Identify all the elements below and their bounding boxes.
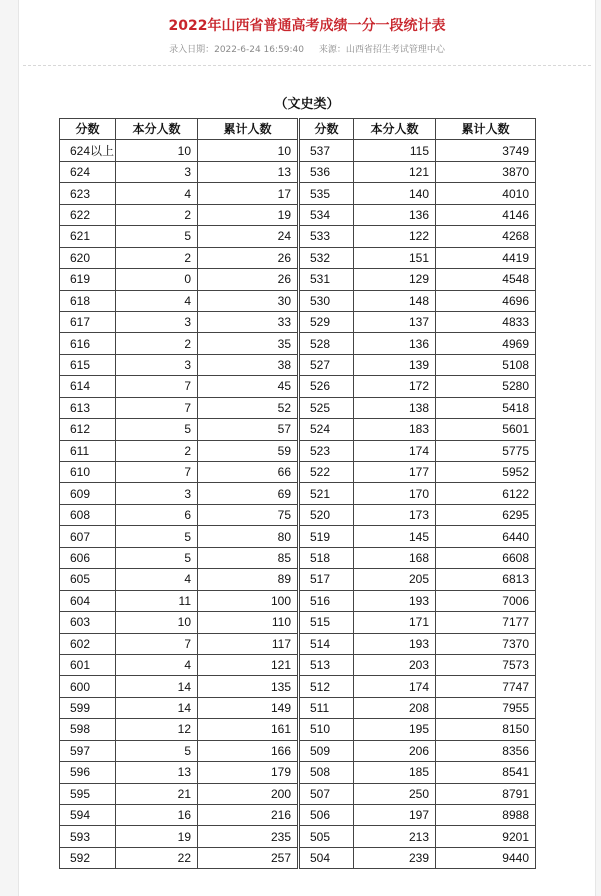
score-cell: 623 (60, 183, 116, 204)
table-row (300, 226, 536, 247)
table-row (300, 333, 536, 354)
score-cell: 617 (60, 311, 116, 332)
table-row (300, 783, 536, 804)
table-row (300, 526, 536, 547)
article-meta (19, 44, 595, 56)
cumulative-cell: 6813 (436, 569, 536, 590)
table-row (60, 783, 298, 804)
score-cell: 599 (60, 697, 116, 718)
count-cell: 5 (116, 740, 198, 761)
table-row (300, 183, 536, 204)
count-cell: 3 (116, 354, 198, 375)
score-cell: 609 (60, 483, 116, 504)
count-cell: 172 (354, 376, 436, 397)
count-cell: 10 (116, 140, 198, 161)
cumulative-cell: 26 (198, 247, 298, 268)
cumulative-cell: 7006 (436, 590, 536, 611)
cumulative-cell: 24 (198, 226, 298, 247)
score-cell: 508 (300, 762, 354, 783)
count-cell: 5 (116, 419, 198, 440)
count-cell: 3 (116, 161, 198, 182)
cumulative-cell: 8150 (436, 719, 536, 740)
score-cell: 519 (300, 526, 354, 547)
score-cell: 534 (300, 204, 354, 225)
table-row (60, 547, 298, 568)
table-row (60, 590, 298, 611)
table-row (300, 590, 536, 611)
table-row (60, 333, 298, 354)
table-row (60, 269, 298, 290)
cumulative-cell: 7370 (436, 633, 536, 654)
table-subtitle: （文史类） (274, 97, 340, 112)
cumulative-cell: 3749 (436, 140, 536, 161)
score-cell: 520 (300, 504, 354, 525)
score-cell: 619 (60, 269, 116, 290)
cumulative-cell: 200 (198, 783, 298, 804)
score-cell: 530 (300, 290, 354, 311)
score-cell: 612 (60, 419, 116, 440)
cumulative-cell: 7955 (436, 697, 536, 718)
table-row (300, 354, 536, 375)
count-cell: 185 (354, 762, 436, 783)
score-cell: 597 (60, 740, 116, 761)
score-cell: 505 (300, 826, 354, 847)
cumulative-cell: 7177 (436, 612, 536, 633)
count-cell: 193 (354, 633, 436, 654)
cumulative-cell: 9201 (436, 826, 536, 847)
count-cell: 4 (116, 183, 198, 204)
count-cell: 4 (116, 654, 198, 675)
score-cell: 526 (300, 376, 354, 397)
cumulative-cell: 4833 (436, 311, 536, 332)
cumulative-cell: 121 (198, 654, 298, 675)
count-cell: 197 (354, 805, 436, 826)
table-row (60, 697, 298, 718)
table-row (300, 719, 536, 740)
count-cell: 5 (116, 526, 198, 547)
table-row (300, 483, 536, 504)
table-row (300, 247, 536, 268)
count-cell: 206 (354, 740, 436, 761)
cumulative-cell: 17 (198, 183, 298, 204)
score-cell: 593 (60, 826, 116, 847)
cumulative-cell: 166 (198, 740, 298, 761)
count-cell: 177 (354, 462, 436, 483)
score-cell: 605 (60, 569, 116, 590)
table-row (300, 847, 536, 868)
count-cell: 0 (116, 269, 198, 290)
count-cell: 148 (354, 290, 436, 311)
table-row (60, 440, 298, 461)
count-cell: 12 (116, 719, 198, 740)
cumulative-cell: 38 (198, 354, 298, 375)
score-cell: 507 (300, 783, 354, 804)
score-cell: 614 (60, 376, 116, 397)
table-row (60, 354, 298, 375)
column-header-cumulative: 累计人数 (436, 119, 536, 140)
cumulative-cell: 4419 (436, 247, 536, 268)
count-cell: 140 (354, 183, 436, 204)
score-cell: 616 (60, 333, 116, 354)
count-cell: 174 (354, 440, 436, 461)
cumulative-cell: 13 (198, 161, 298, 182)
cumulative-cell: 6122 (436, 483, 536, 504)
table-row (60, 526, 298, 547)
table-row (60, 376, 298, 397)
table-row (60, 419, 298, 440)
table-row (60, 762, 298, 783)
cumulative-cell: 5952 (436, 462, 536, 483)
score-cell: 536 (300, 161, 354, 182)
table-row (300, 762, 536, 783)
dashed-divider (23, 65, 591, 66)
cumulative-cell: 19 (198, 204, 298, 225)
table-row (60, 676, 298, 697)
count-cell: 6 (116, 504, 198, 525)
score-cell: 518 (300, 547, 354, 568)
score-cell: 618 (60, 290, 116, 311)
cumulative-cell: 110 (198, 612, 298, 633)
table-row (300, 269, 536, 290)
cumulative-cell: 66 (198, 462, 298, 483)
table-row (60, 462, 298, 483)
count-cell: 7 (116, 397, 198, 418)
table-row (300, 161, 536, 182)
score-cell: 516 (300, 590, 354, 611)
count-cell: 239 (354, 847, 436, 868)
cumulative-cell: 3870 (436, 161, 536, 182)
count-cell: 14 (116, 697, 198, 718)
score-cell: 624 (60, 161, 116, 182)
count-cell: 2 (116, 204, 198, 225)
cumulative-cell: 6608 (436, 547, 536, 568)
cumulative-cell: 4696 (436, 290, 536, 311)
score-cell: 613 (60, 397, 116, 418)
score-cell: 513 (300, 654, 354, 675)
score-cell: 596 (60, 762, 116, 783)
count-cell: 13 (116, 762, 198, 783)
cumulative-cell: 257 (198, 847, 298, 868)
score-cell: 595 (60, 783, 116, 804)
count-cell: 250 (354, 783, 436, 804)
table-row (60, 740, 298, 761)
count-cell: 5 (116, 547, 198, 568)
cumulative-cell: 89 (198, 569, 298, 590)
table-row (60, 311, 298, 332)
cumulative-cell: 4146 (436, 204, 536, 225)
cumulative-cell: 33 (198, 311, 298, 332)
table-row (60, 569, 298, 590)
table-row (300, 376, 536, 397)
count-cell: 115 (354, 140, 436, 161)
table-row (60, 397, 298, 418)
cumulative-cell: 85 (198, 547, 298, 568)
score-cell: 514 (300, 633, 354, 654)
score-cell: 598 (60, 719, 116, 740)
cumulative-cell: 59 (198, 440, 298, 461)
count-cell: 22 (116, 847, 198, 868)
score-cell: 512 (300, 676, 354, 697)
table-row (60, 633, 298, 654)
cumulative-cell: 5280 (436, 376, 536, 397)
score-cell: 527 (300, 354, 354, 375)
count-cell: 16 (116, 805, 198, 826)
table-row (300, 311, 536, 332)
column-header-count: 本分人数 (354, 119, 436, 140)
score-cell: 522 (300, 462, 354, 483)
score-cell: 610 (60, 462, 116, 483)
score-cell: 594 (60, 805, 116, 826)
count-cell: 203 (354, 654, 436, 675)
table-row (60, 290, 298, 311)
table-header-row (300, 119, 536, 140)
table-row (60, 483, 298, 504)
cumulative-cell: 100 (198, 590, 298, 611)
score-cell: 622 (60, 204, 116, 225)
score-cell: 510 (300, 719, 354, 740)
score-cell: 528 (300, 333, 354, 354)
table-row (300, 569, 536, 590)
table-row (60, 612, 298, 633)
cumulative-cell: 45 (198, 376, 298, 397)
count-cell: 11 (116, 590, 198, 611)
table-row (300, 633, 536, 654)
score-cell: 506 (300, 805, 354, 826)
count-cell: 4 (116, 290, 198, 311)
table-row (300, 826, 536, 847)
score-cell: 517 (300, 569, 354, 590)
cumulative-cell: 80 (198, 526, 298, 547)
table-row (300, 440, 536, 461)
score-cell: 537 (300, 140, 354, 161)
count-cell: 2 (116, 247, 198, 268)
table-row (300, 204, 536, 225)
count-cell: 183 (354, 419, 436, 440)
column-header-score: 分数 (300, 119, 354, 140)
table-row (300, 612, 536, 633)
score-cell: 523 (300, 440, 354, 461)
table-row (60, 654, 298, 675)
score-cell: 603 (60, 612, 116, 633)
table-row (60, 247, 298, 268)
score-cell: 525 (300, 397, 354, 418)
cumulative-cell: 4268 (436, 226, 536, 247)
entry-date: 录入日期：2022-6-24 16:59:40 (169, 45, 304, 55)
score-cell: 509 (300, 740, 354, 761)
cumulative-cell: 6440 (436, 526, 536, 547)
score-cell: 624以上 (60, 140, 116, 161)
cumulative-cell: 216 (198, 805, 298, 826)
count-cell: 3 (116, 311, 198, 332)
score-cell: 604 (60, 590, 116, 611)
count-cell: 2 (116, 333, 198, 354)
score-cell: 606 (60, 547, 116, 568)
cumulative-cell: 235 (198, 826, 298, 847)
score-cell: 611 (60, 440, 116, 461)
cumulative-cell: 8356 (436, 740, 536, 761)
score-table-left (59, 118, 298, 869)
column-header-score: 分数 (60, 119, 116, 140)
score-cell: 621 (60, 226, 116, 247)
table-row (60, 226, 298, 247)
cumulative-cell: 5108 (436, 354, 536, 375)
table-row (300, 290, 536, 311)
count-cell: 21 (116, 783, 198, 804)
cumulative-cell: 7747 (436, 676, 536, 697)
cumulative-cell: 5775 (436, 440, 536, 461)
score-cell: 602 (60, 633, 116, 654)
table-row (300, 697, 536, 718)
cumulative-cell: 7573 (436, 654, 536, 675)
score-cell: 615 (60, 354, 116, 375)
column-header-cumulative: 累计人数 (198, 119, 298, 140)
cumulative-cell: 8541 (436, 762, 536, 783)
source-label: 来源：山西省招生考试管理中心 (318, 45, 445, 55)
cumulative-cell: 8791 (436, 783, 536, 804)
count-cell: 173 (354, 504, 436, 525)
table-row (60, 140, 298, 161)
score-cell: 531 (300, 269, 354, 290)
cumulative-cell: 117 (198, 633, 298, 654)
score-cell: 529 (300, 311, 354, 332)
count-cell: 137 (354, 311, 436, 332)
score-cell: 608 (60, 504, 116, 525)
count-cell: 10 (116, 612, 198, 633)
table-row (60, 183, 298, 204)
count-cell: 208 (354, 697, 436, 718)
cumulative-cell: 5601 (436, 419, 536, 440)
score-cell: 535 (300, 183, 354, 204)
cumulative-cell: 69 (198, 483, 298, 504)
score-table-right (299, 118, 536, 869)
column-header-count: 本分人数 (116, 119, 198, 140)
score-cell: 600 (60, 676, 116, 697)
cumulative-cell: 4969 (436, 333, 536, 354)
score-cell: 601 (60, 654, 116, 675)
score-cell: 607 (60, 526, 116, 547)
count-cell: 14 (116, 676, 198, 697)
cumulative-cell: 10 (198, 140, 298, 161)
table-row (300, 140, 536, 161)
table-row (300, 676, 536, 697)
table-row (300, 805, 536, 826)
cumulative-cell: 149 (198, 697, 298, 718)
article-title: 2022年山西省普通高考成绩一分一段统计表 (168, 18, 446, 34)
cumulative-cell: 8988 (436, 805, 536, 826)
score-cell: 524 (300, 419, 354, 440)
count-cell: 7 (116, 462, 198, 483)
table-row (300, 419, 536, 440)
count-cell: 122 (354, 226, 436, 247)
count-cell: 171 (354, 612, 436, 633)
score-cell: 511 (300, 697, 354, 718)
count-cell: 7 (116, 633, 198, 654)
count-cell: 3 (116, 483, 198, 504)
count-cell: 19 (116, 826, 198, 847)
score-cell: 592 (60, 847, 116, 868)
table-row (300, 504, 536, 525)
score-cell: 521 (300, 483, 354, 504)
cumulative-cell: 57 (198, 419, 298, 440)
table-header-row (60, 119, 298, 140)
cumulative-cell: 179 (198, 762, 298, 783)
table-row (60, 204, 298, 225)
count-cell: 4 (116, 569, 198, 590)
count-cell: 121 (354, 161, 436, 182)
count-cell: 195 (354, 719, 436, 740)
count-cell: 145 (354, 526, 436, 547)
table-row (60, 847, 298, 868)
count-cell: 7 (116, 376, 198, 397)
cumulative-cell: 52 (198, 397, 298, 418)
count-cell: 5 (116, 226, 198, 247)
count-cell: 151 (354, 247, 436, 268)
count-cell: 168 (354, 547, 436, 568)
table-row (300, 740, 536, 761)
cumulative-cell: 9440 (436, 847, 536, 868)
table-row (60, 504, 298, 525)
count-cell: 129 (354, 269, 436, 290)
count-cell: 136 (354, 333, 436, 354)
table-row (60, 161, 298, 182)
table-row (60, 719, 298, 740)
cumulative-cell: 35 (198, 333, 298, 354)
cumulative-cell: 5418 (436, 397, 536, 418)
count-cell: 139 (354, 354, 436, 375)
count-cell: 138 (354, 397, 436, 418)
table-row (60, 805, 298, 826)
score-cell: 532 (300, 247, 354, 268)
cumulative-cell: 30 (198, 290, 298, 311)
count-cell: 2 (116, 440, 198, 461)
cumulative-cell: 135 (198, 676, 298, 697)
table-row (60, 826, 298, 847)
count-cell: 170 (354, 483, 436, 504)
count-cell: 174 (354, 676, 436, 697)
cumulative-cell: 6295 (436, 504, 536, 525)
count-cell: 193 (354, 590, 436, 611)
score-cell: 504 (300, 847, 354, 868)
score-cell: 515 (300, 612, 354, 633)
cumulative-cell: 4010 (436, 183, 536, 204)
table-row (300, 547, 536, 568)
table-row (300, 397, 536, 418)
count-cell: 213 (354, 826, 436, 847)
count-cell: 136 (354, 204, 436, 225)
cumulative-cell: 75 (198, 504, 298, 525)
cumulative-cell: 161 (198, 719, 298, 740)
score-cell: 533 (300, 226, 354, 247)
count-cell: 205 (354, 569, 436, 590)
cumulative-cell: 4548 (436, 269, 536, 290)
table-row (300, 654, 536, 675)
score-cell: 620 (60, 247, 116, 268)
table-row (300, 462, 536, 483)
cumulative-cell: 26 (198, 269, 298, 290)
